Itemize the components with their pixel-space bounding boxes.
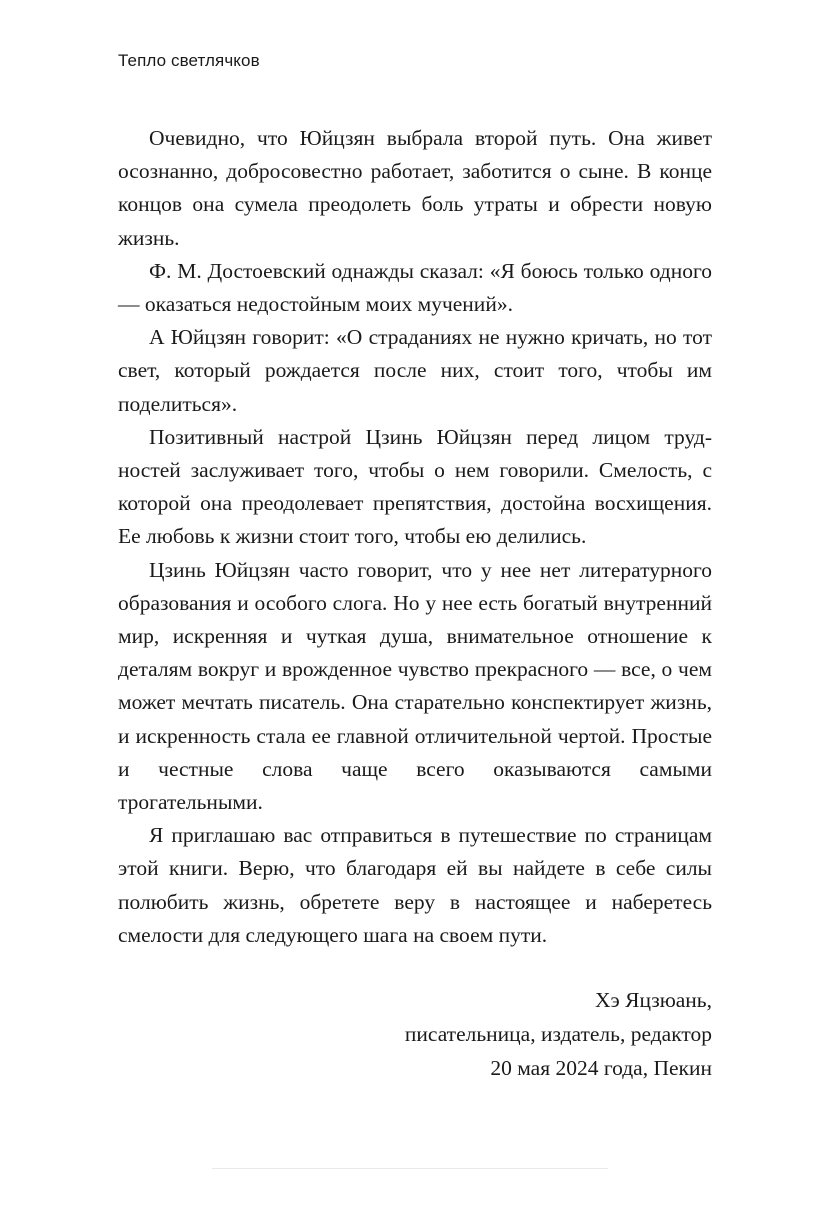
body-text <box>118 122 712 952</box>
paragraph: Цзинь Юйцзян часто говорит, что у нее нет литературного образования и особого слога. Но у нее есть богатый внутренний мир, искренняя и чуткая душа, внимательное отношение к деталям вокруг и врожденное чувство прекрасного — все, о чем может мечтать писатель. Она старательно конспектирует жизнь, и искренность стала ее главной отличительной чертой. Простые и честные слова чаще всего оказываются самыми трогательными. <box>118 557 712 815</box>
paragraph: Очевидно, что Юйцзян выбрала второй путь. Она живет осознанно, добросовестно работает, заботится о сыне. В конце концов она сумела преодолеть боль утраты и обрести новую жизнь. <box>118 126 712 250</box>
author-name: Хэ Яцзюань, <box>594 988 712 1012</box>
author-roles: писательница, издатель, редактор <box>404 1022 712 1046</box>
running-title: Тепло светлячков <box>118 51 260 70</box>
paragraph: Ф. М. Достоевский однажды сказал: «Я боюсь только одного — оказаться недостойным моих мучений». <box>118 258 712 317</box>
signature-date: 20 мая 2024 года, Пекин <box>490 1056 712 1080</box>
paragraph: А Юйцзян говорит: «О страданиях не нужно кричать, но тот свет, который рождается после них, стоит того, чтобы им поделиться». <box>118 325 712 416</box>
footer-divider <box>212 1168 608 1169</box>
paragraph: Я приглашаю вас отправиться в путешествие по страницам этой книги. Верю, что благодаря ей вы найдете в себе силы полюбить жизнь, обретете веру в настоящее и наберeтесь смелости для следующего шага на своем пути. <box>118 823 712 947</box>
paragraph: Позитивный настрой Цзинь Юйцзян перед лицом трудностей заслуживает того, чтобы о нем говорили. Смелость, с которой она преодолевает препятствия, достойна восхищения. Ее любовь к жизни стоит того, чтобы ею делились. <box>118 424 712 549</box>
signature-block <box>405 983 712 1085</box>
